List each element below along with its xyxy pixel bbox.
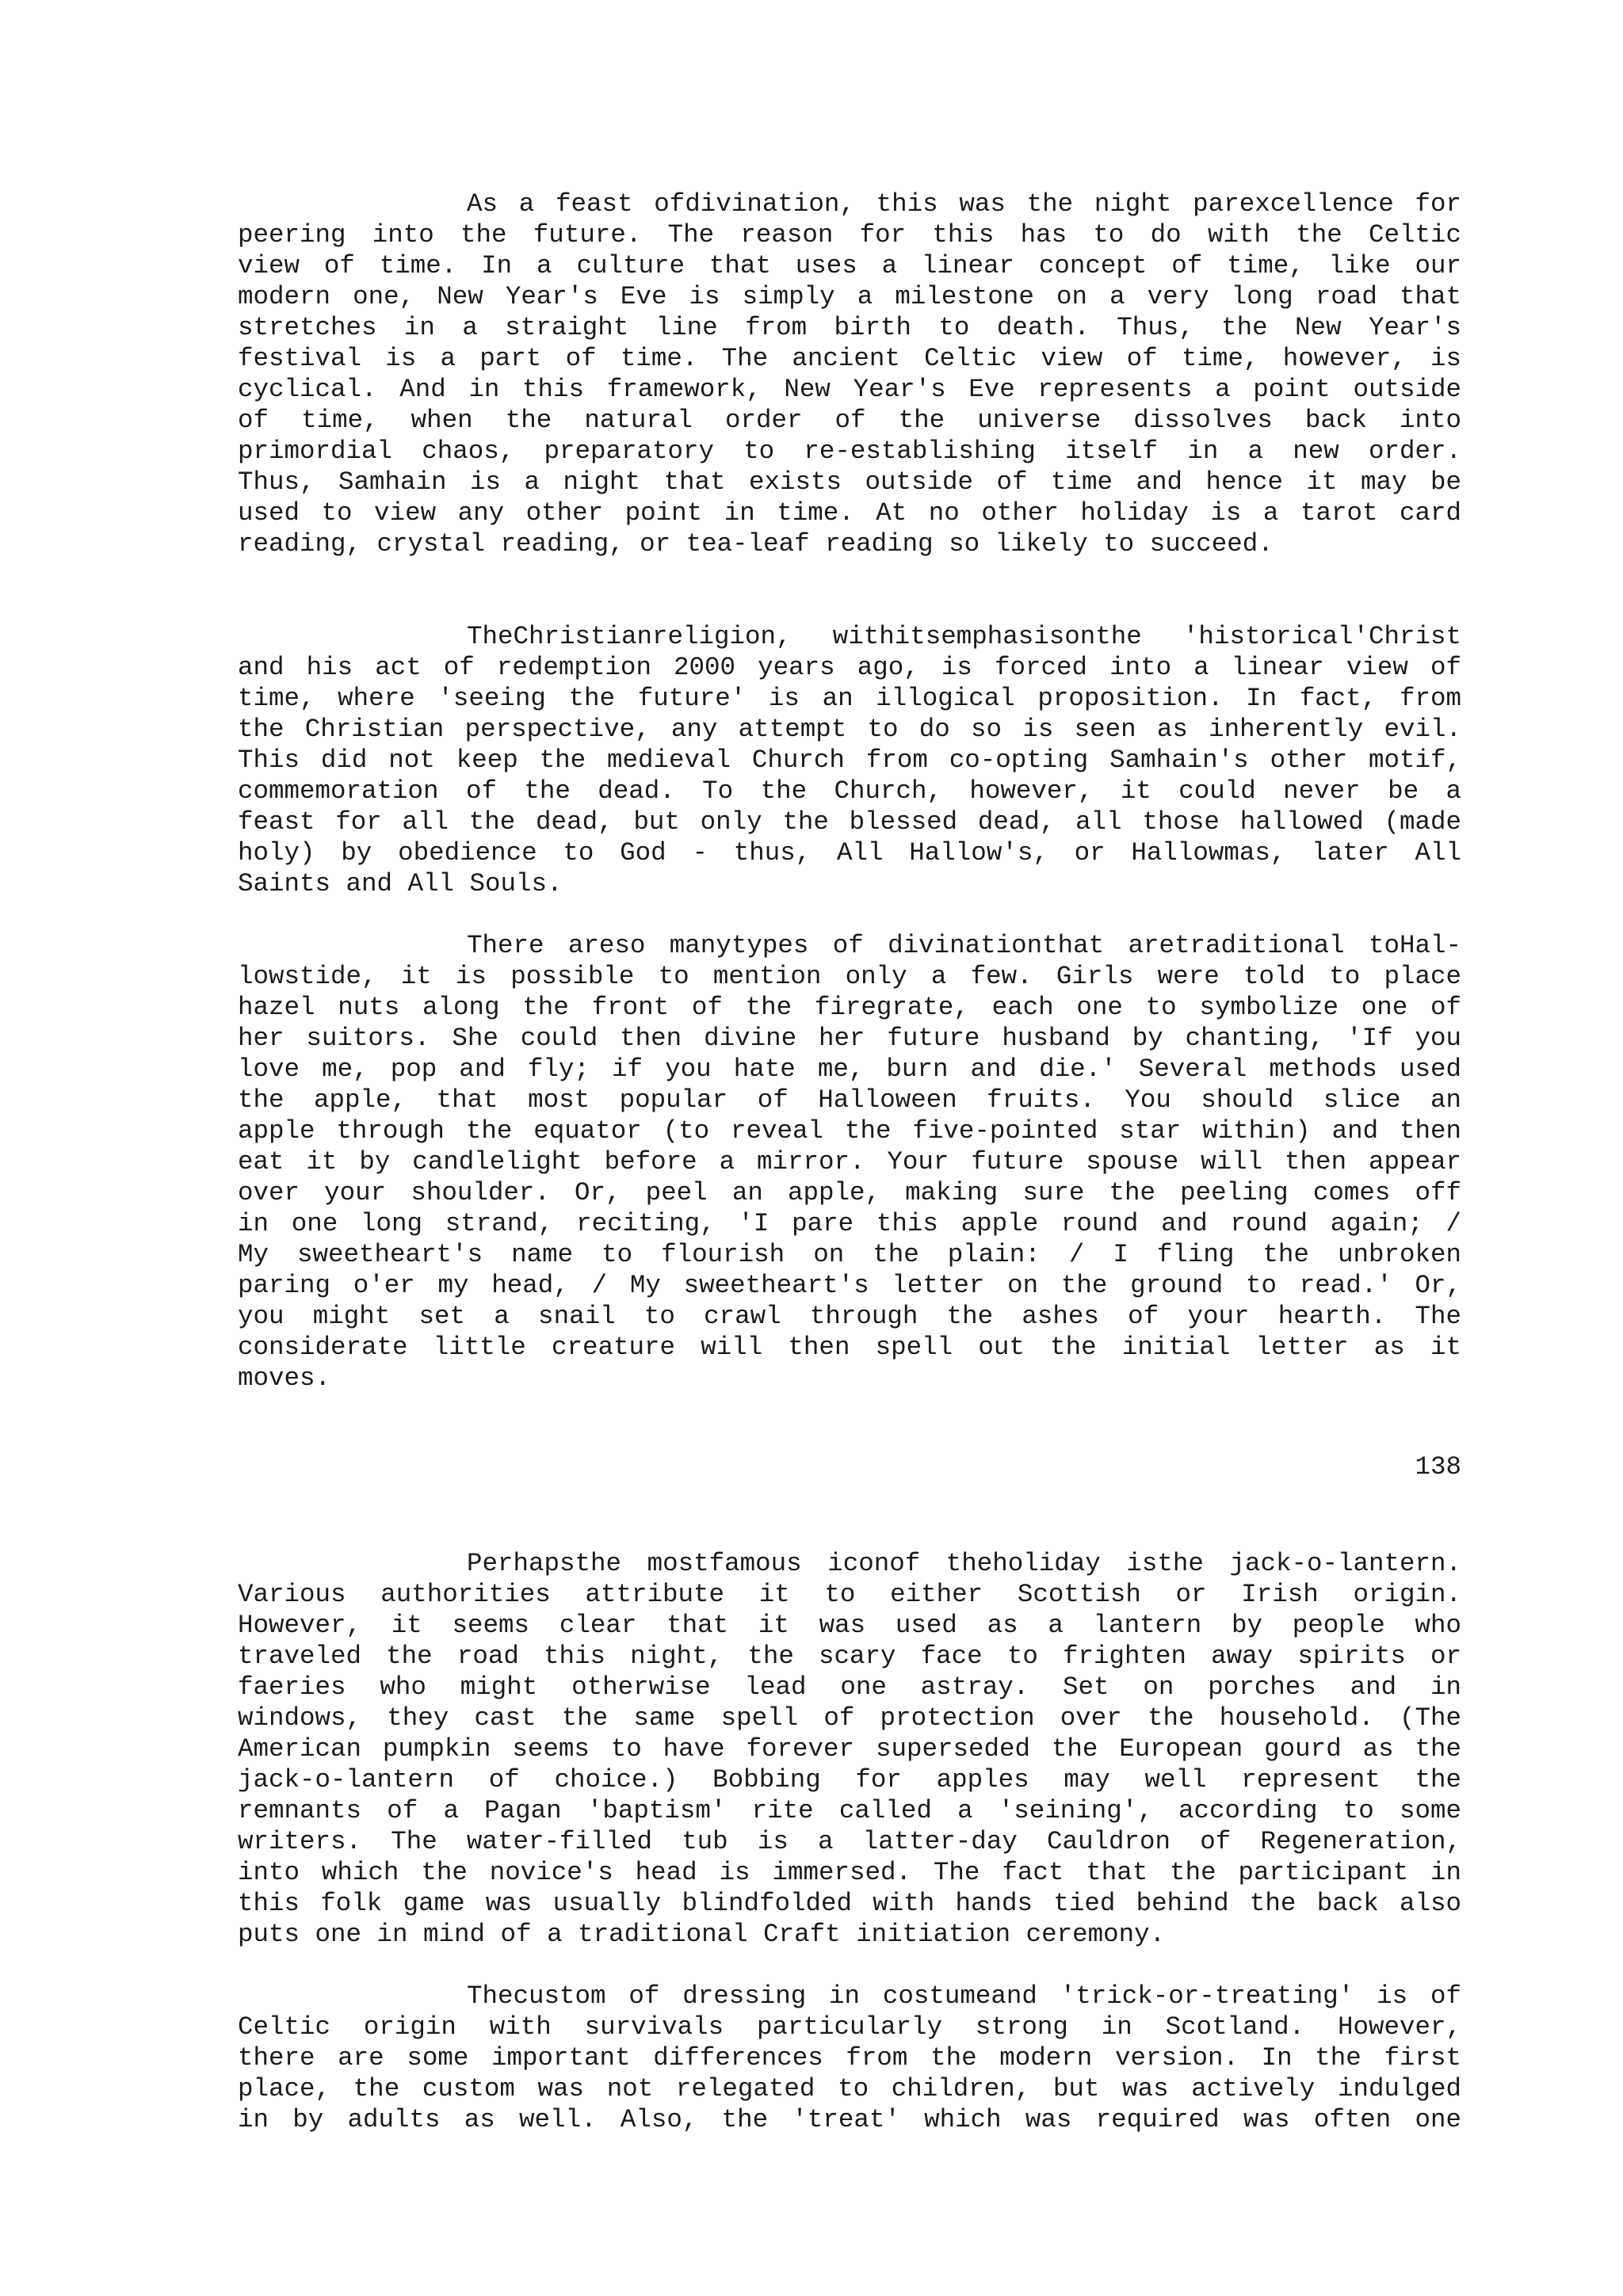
- text-line: peering into the future. The reason for this has to do with the Celtic: [238, 220, 1461, 250]
- text-line: TheChristianreligion, withitsemphasisonthe 'historical'Christ: [467, 622, 1461, 651]
- text-line: in by adults as well. Also, the 'treat' which was required was often one: [238, 2105, 1461, 2134]
- paragraph-jack-o-lantern: [238, 1548, 1461, 1950]
- text-line: This did not keep the medieval Church from co-opting Samhain's other motif,: [238, 746, 1461, 775]
- text-line: windows, they cast the same spell of protection over the household. (The: [238, 1703, 1461, 1733]
- text-line: and his act of redemption 2000 years ago, is forced into a linear view of: [238, 653, 1461, 682]
- text-line: Celtic origin with survivals particularly strong in Scotland. However,: [238, 2012, 1461, 2042]
- text-line: holy) by obedience to God - thus, All Hallow's, or Hallowmas, later All: [238, 838, 1461, 868]
- text-line: Thecustom of dressing in costumeand 'trick-or-treating' is of: [467, 1981, 1461, 2011]
- text-line: faeries who might otherwise lead one astray. Set on porches and in: [238, 1672, 1461, 1702]
- text-line: paring o'er my head, / My sweetheart's letter on the ground to read.' Or,: [238, 1271, 1461, 1300]
- text-line: primordial chaos, preparatory to re-establishing itself in a new order.: [238, 437, 1461, 466]
- text-line: time, where 'seeing the future' is an illogical proposition. In fact, from: [238, 684, 1461, 713]
- text-line: modern one, New Year's Eve is simply a milestone on a very long road that: [238, 282, 1461, 311]
- text-line: hazel nuts along the front of the firegrate, each one to symbolize one of: [238, 993, 1461, 1022]
- text-line: commemoration of the dead. To the Church, however, it could never be a: [238, 776, 1461, 806]
- text-line: reading, crystal reading, or tea-leaf reading so likely to succeed.: [238, 529, 1274, 559]
- text-line: As a feast ofdivination, this was the night parexcellence for: [467, 189, 1461, 219]
- text-line: American pumpkin seems to have forever superseded the European gourd as the: [238, 1734, 1461, 1764]
- text-line: apple through the equator (to reveal the five-pointed star within) and then: [238, 1116, 1461, 1146]
- text-line: My sweetheart's name to flourish on the plain: / I fling the unbroken: [238, 1240, 1461, 1269]
- text-line: stretches in a straight line from birth to death. Thus, the New Year's: [238, 313, 1461, 342]
- text-line: the apple, that most popular of Halloween fruits. You should slice an: [238, 1085, 1461, 1115]
- text-line: jack-o-lantern of choice.) Bobbing for apples may well represent the: [238, 1765, 1461, 1794]
- text-line: Thus, Samhain is a night that exists outside of time and hence it may be: [238, 467, 1461, 497]
- text-line: used to view any other point in time. At no other holiday is a tarot card: [238, 498, 1461, 528]
- text-line: writers. The water-filled tub is a latter-day Cauldron of Regeneration,: [238, 1827, 1461, 1856]
- text-line: festival is a part of time. The ancient Celtic view of time, however, is: [238, 344, 1461, 373]
- text-line: moves.: [238, 1363, 331, 1393]
- text-line: traveled the road this night, the scary face to frighten away spirits or: [238, 1642, 1461, 1671]
- text-line: the Christian perspective, any attempt to do so is seen as inherently evil.: [238, 715, 1461, 744]
- text-line: this folk game was usually blindfolded with hands tied behind the back also: [238, 1889, 1461, 1918]
- text-line: remnants of a Pagan 'baptism' rite called a 'seining', according to some: [238, 1796, 1461, 1825]
- text-line: there are some important differences from the modern version. In the first: [238, 2043, 1461, 2073]
- paragraph-types-of-divination: [238, 930, 1461, 1394]
- text-line: Perhapsthe mostfamous iconof theholiday isthe jack-o-lantern.: [467, 1549, 1461, 1578]
- page-number: 138: [1415, 1452, 1461, 1482]
- text-line: of time, when the natural order of the universe dissolves back into: [238, 406, 1461, 435]
- text-line: over your shoulder. Or, peel an apple, making sure the peeling comes off: [238, 1178, 1461, 1207]
- paragraph-christian-religion: [238, 621, 1461, 899]
- text-line: Various authorities attribute it to either Scottish or Irish origin.: [238, 1580, 1461, 1609]
- paragraph-trick-or-treating: [238, 1981, 1461, 2135]
- text-line: place, the custom was not relegated to children, but was actively indulged: [238, 2074, 1461, 2103]
- text-line: love me, pop and fly; if you hate me, burn and die.' Several methods used: [238, 1055, 1461, 1084]
- text-line: into which the novice's head is immersed. The fact that the participant in: [238, 1858, 1461, 1887]
- text-line: puts one in mind of a traditional Craft initiation ceremony.: [238, 1920, 1166, 1949]
- text-line: Saints and All Souls.: [238, 869, 563, 898]
- text-line: cyclical. And in this framework, New Year's Eve represents a point outside: [238, 375, 1461, 404]
- text-line: view of time. In a culture that uses a linear concept of time, like our: [238, 251, 1461, 280]
- text-line: in one long strand, reciting, 'I pare this apple round and round again; /: [238, 1209, 1461, 1238]
- text-line: her suitors. She could then divine her future husband by chanting, 'If you: [238, 1024, 1461, 1053]
- text-line: you might set a snail to crawl through the ashes of your hearth. The: [238, 1302, 1461, 1331]
- paragraph-divination-night: [238, 189, 1461, 559]
- text-line: eat it by candlelight before a mirror. Your future spouse will then appear: [238, 1147, 1461, 1177]
- text-line: considerate little creature will then spell out the initial letter as it: [238, 1333, 1461, 1362]
- text-line: feast for all the dead, but only the blessed dead, all those hallowed (made: [238, 807, 1461, 837]
- text-line: There areso manytypes of divinationthat aretraditional toHal-: [467, 931, 1461, 960]
- text-line: lowstide, it is possible to mention only a few. Girls were told to place: [238, 962, 1461, 991]
- text-line: However, it seems clear that it was used as a lantern by people who: [238, 1611, 1461, 1640]
